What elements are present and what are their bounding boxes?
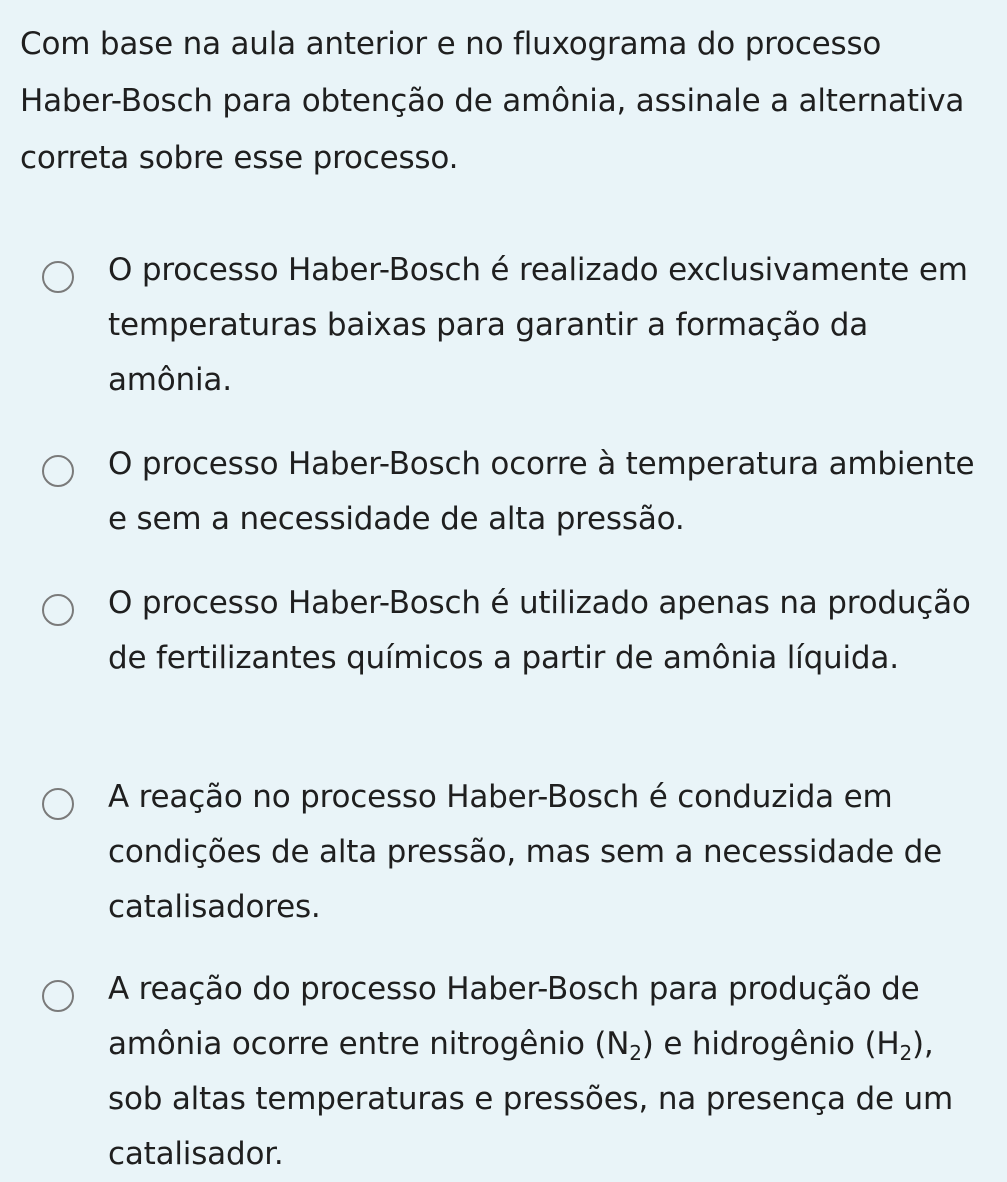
radio-option-5[interactable] — [42, 980, 74, 1012]
radio-option-4[interactable] — [42, 788, 74, 820]
option-5-text-part-2: ) e hidrogênio (H — [641, 1026, 900, 1062]
radio-option-2[interactable] — [42, 455, 74, 487]
option-3-text: O processo Haber-Bosch é utilizado apenas na produção de fertilizantes químicos a partir de amônia líquida. — [108, 585, 971, 676]
radio-option-3[interactable] — [42, 594, 74, 626]
option-4-text: A reação no processo Haber-Bosch é conduzida em condições de alta pressão, mas sem a necessidade de catalisadores. — [108, 779, 942, 925]
option-1-text: O processo Haber-Bosch é realizado exclusivamente em temperaturas baixas para garantir a formação da amônia. — [108, 252, 968, 398]
hydrogen-subscript: 2 — [899, 1041, 913, 1065]
radio-option-1[interactable] — [42, 261, 74, 293]
question-text: Com base na aula anterior e no fluxograma do processo Haber-Bosch para obtenção de amônia, assinale a alternativa correta sobre esse processo. — [20, 26, 965, 176]
option-5-text — [108, 962, 988, 1182]
option-2-text: O processo Haber-Bosch ocorre à temperatura ambiente e sem a necessidade de alta pressão. — [108, 446, 975, 537]
nitrogen-subscript: 2 — [629, 1041, 642, 1065]
option-5-text-part-3: ), sob altas temperaturas e pressões, na presença de um catalisador. — [108, 1026, 953, 1172]
option-5-text-part-1: A reação do processo Haber-Bosch para produção de amônia ocorre entre nitrogênio (N — [108, 971, 920, 1062]
